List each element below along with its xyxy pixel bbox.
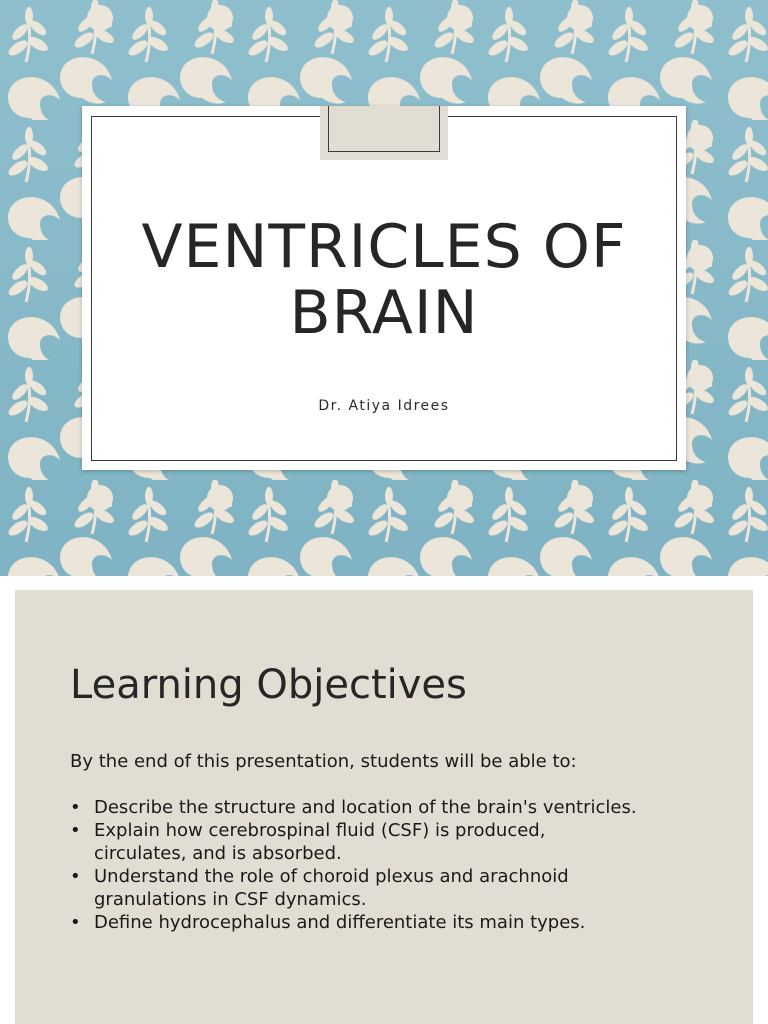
title-card [82, 106, 686, 470]
presentation-title: VENTRICLES OF BRAIN [141, 212, 627, 348]
bullet-icon: • [70, 797, 81, 818]
bullet-icon: • [70, 912, 81, 933]
decorative-tab [320, 106, 448, 160]
objective-text: Explain how cerebrospinal fluid (CSF) is produced, circulates, and is absorbed. [94, 820, 546, 864]
list-item [70, 865, 640, 911]
slide-heading: Learning Objectives [70, 662, 467, 708]
presenter-name: Dr. Atiya Idrees [318, 398, 450, 414]
slide-intro: By the end of this presentation, students will be able to: [70, 751, 577, 772]
list-item [70, 819, 640, 865]
objectives-slide [15, 590, 753, 1024]
objectives-list [70, 796, 640, 934]
list-item [70, 796, 640, 819]
decorative-tab-border [328, 106, 440, 152]
bullet-icon: • [70, 820, 81, 841]
objective-text: Define hydrocephalus and differentiate its main types. [94, 912, 586, 933]
bullet-icon: • [70, 866, 81, 887]
objective-text: Describe the structure and location of the brain's ventricles. [94, 797, 637, 818]
objective-text: Understand the role of choroid plexus and arachnoid granulations in CSF dynamics. [94, 866, 569, 910]
list-item [70, 911, 640, 934]
